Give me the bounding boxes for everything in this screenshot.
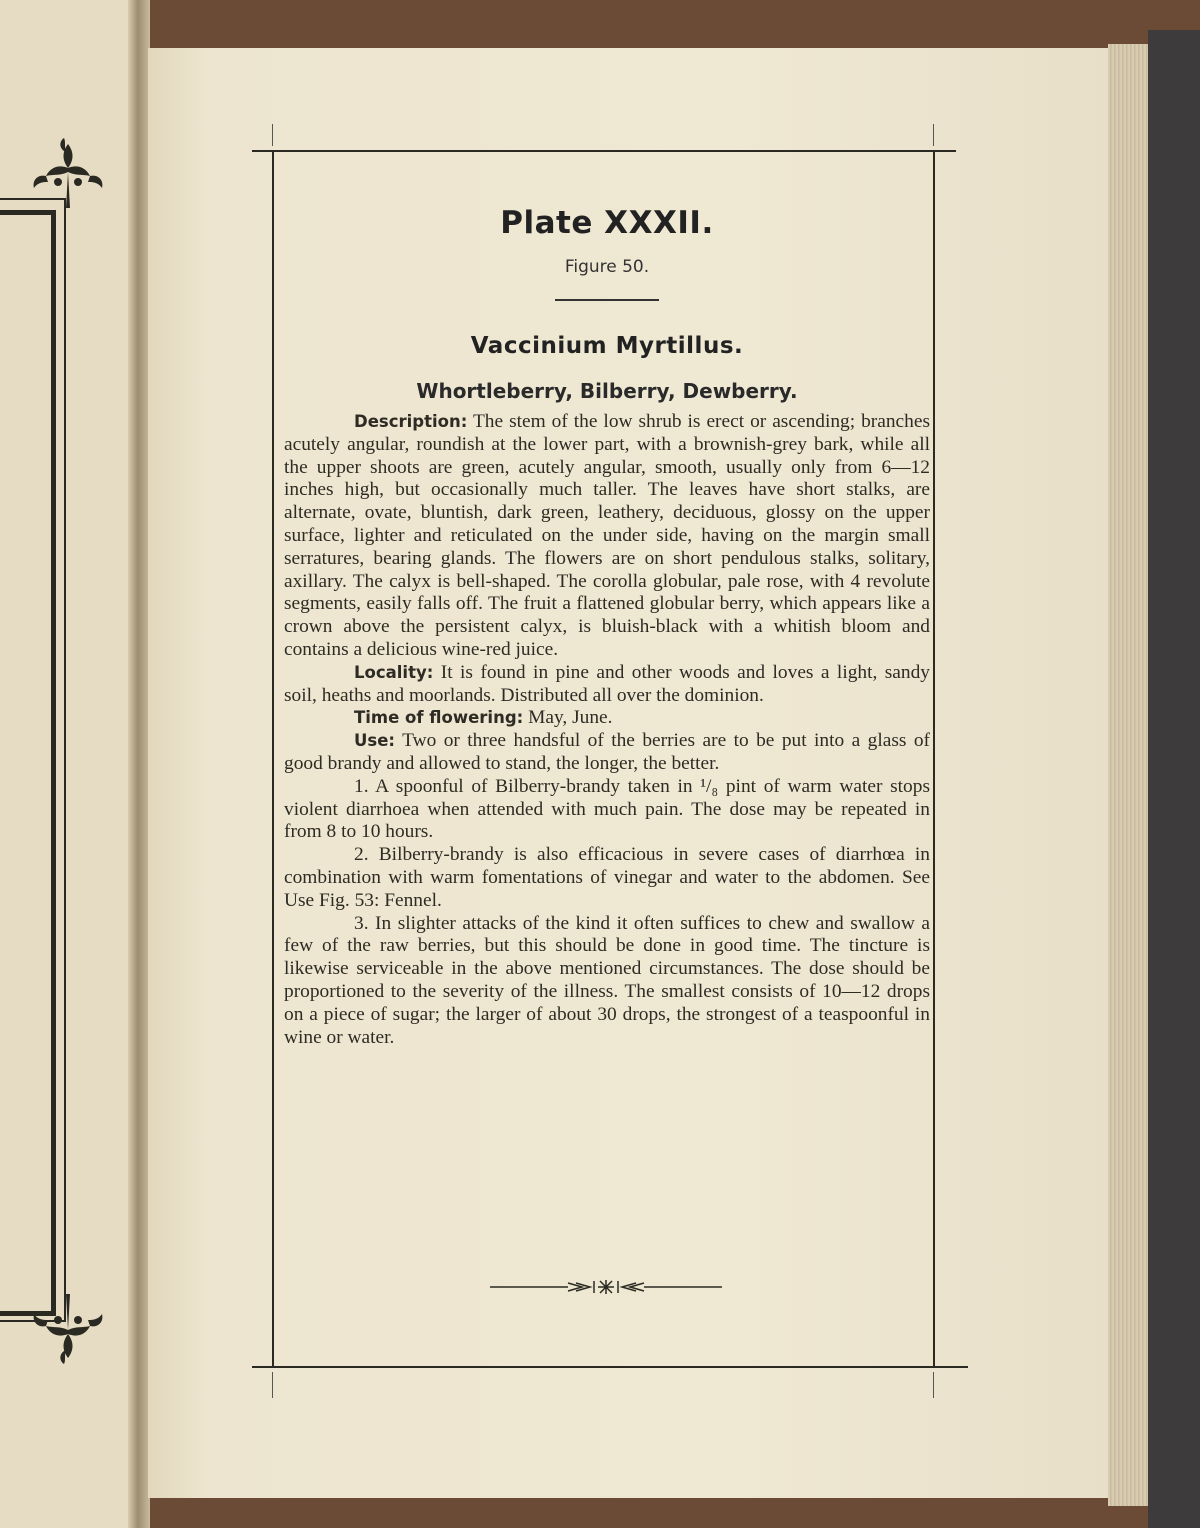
flowering-paragraph xyxy=(284,707,930,730)
section-heading: Use: xyxy=(354,731,396,751)
description-paragraph xyxy=(284,411,930,662)
entry-body xyxy=(284,411,930,1049)
crop-mark xyxy=(933,124,934,146)
section-text: May, June. xyxy=(528,707,613,729)
crop-mark xyxy=(272,124,273,146)
figure-label: Figure 50. xyxy=(564,257,650,277)
use-item: 2. Bilberry-brandy is also efficacious in severe cases of diarrhœa in combination with warm fomentations of vinegar and water to the abdomen. See Use Fig. 53: Fennel. xyxy=(284,844,930,911)
plate-title: Plate XXXII. xyxy=(500,205,714,241)
use-item: 1. A spoonful of Bilberry-brandy taken in ¹/₈ pint of warm water stops violent diarrhoea when attended with much pain. The dose may be repeated in from 8 to 10 hours. xyxy=(284,775,930,843)
bottom-fleuron-icon xyxy=(28,1290,108,1364)
section-text: The stem of the low shrub is erect or ascending; branches acutely angular, roundish at the lower part, with a brownish-grey bark, while all the upper shoots are green, acutely angular, smooth, usually only from 6—12 inches high, but occasionally much taller. The leaves have short stalks, are alternate, ovate, bluntish, dark green, leathery, deciduous, glossy on the upper surface, lighter and reticulated on the under side, having on the margin small serratures, bearing glands. The flowers are on short pendulous stalks, solitary, axillary. The calyx is bell-shaped. The corolla globular, pale rose, with 4 revolute segments, easily falls off. The fruit a flattened globular berry, which appears like a crown above the persistent calyx, is bluish-black with a whitish bloom and contains a delicious wine-red juice. xyxy=(284,411,931,660)
locality-paragraph xyxy=(284,662,930,708)
latin-name: Vaccinium Myrtillus. xyxy=(470,333,744,359)
crop-mark xyxy=(272,1372,273,1398)
section-heading: Time of flowering: xyxy=(354,708,524,728)
entry-content xyxy=(284,205,930,1049)
title-divider xyxy=(555,299,659,301)
section-heading: Locality: xyxy=(354,662,434,682)
crop-mark xyxy=(933,1372,934,1398)
closing-flourish-icon xyxy=(490,1279,722,1295)
frame-bottom-rule xyxy=(252,1366,968,1368)
top-fleuron-icon xyxy=(28,138,108,212)
frame-left-rule xyxy=(272,150,274,1368)
page-block-edges xyxy=(1108,44,1148,1506)
left-facing-page xyxy=(0,0,140,1528)
book-cover-edge xyxy=(1148,30,1200,1528)
use-paragraph xyxy=(284,730,930,776)
use-item: 3. In slighter attacks of the kind it often suffices to chew and swallow a few of the raw berries, but this should be done in good time. The tincture is likewise serviceable in the above mentioned circumstances. The dose should be proportioned to the severity of the illness. The smallest consists of 10—12 drops on a piece of sugar; the larger of about 30 drops, the strongest of a teaspoonful in wine or water. xyxy=(284,912,930,1048)
section-text: It is found in pine and other woods and loves a light, sandy soil, heaths and moorlands. Distributed all over the dominion. xyxy=(284,661,930,706)
common-names: Whortleberry, Bilberry, Dewberry. xyxy=(416,379,798,403)
book-gutter xyxy=(128,0,150,1528)
section-text: Two or three handsful of the berries are to be put into a glass of good brandy and allowed to stand, the longer, the better. xyxy=(284,730,930,774)
frame-top-rule xyxy=(252,150,956,152)
section-heading: Description: xyxy=(354,412,468,431)
left-page-frame-inner xyxy=(0,210,56,1316)
frame-right-rule xyxy=(933,150,935,1368)
